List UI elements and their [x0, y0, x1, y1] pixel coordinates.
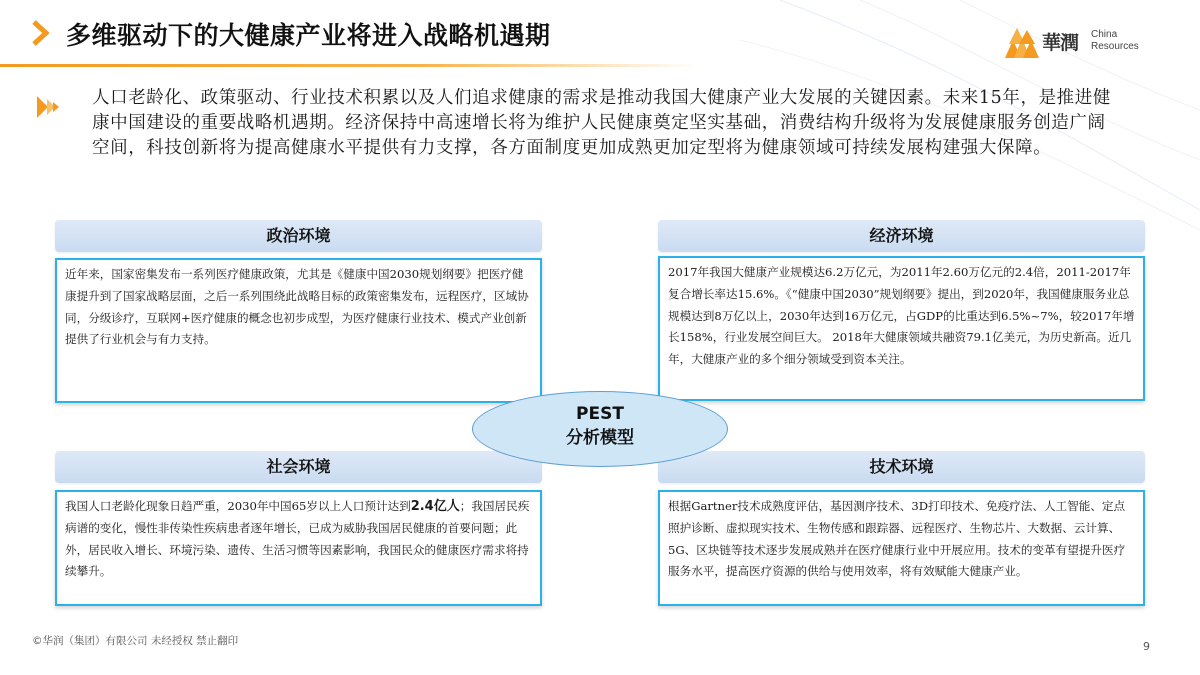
- social-text-highlight: 2.4亿人: [410, 499, 460, 514]
- political-header: 政治环境: [55, 220, 542, 252]
- logo-en-line1: China: [1091, 29, 1118, 40]
- title-underline: [0, 64, 700, 67]
- page-number: 9: [1143, 640, 1150, 653]
- pest-model-label: 分析模型: [566, 428, 634, 448]
- economic-header: 经济环境: [658, 220, 1145, 252]
- double-chevron-icon: [37, 96, 61, 118]
- logo-mark-icon: [1005, 28, 1039, 58]
- social-text-after: ；我国居民疾病谱的变化，慢性非传染性疾病患者逐年增长，已成为威胁我国居民健康的首要问题；此外，居民收入增长、环境污染、遗传、生活习惯等因素影响，我国民众的健康医疗需求将持续攀升。: [65, 499, 530, 579]
- political-body: 近年来，国家密集发布一系列医疗健康政策，尤其是《健康中国2030规划纲要》把医疗健康提升到了国家战略层面，之后一系列围绕此战略目标的政策密集发布，远程医疗，区域协同，分级诊疗，互联网+医疗健康的概念也初步成型，为医疗健康行业技术、模式产业创新提供了行业机会与有力支持。: [55, 258, 542, 403]
- chevron-right-icon: [30, 18, 52, 48]
- pest-label: PEST: [576, 404, 624, 424]
- copyright-footer: ©华润（集团）有限公司 未经授权 禁止翻印: [32, 635, 239, 647]
- page-title: 多维驱动下的大健康产业将进入战略机遇期: [66, 21, 551, 50]
- economic-body: 2017年我国大健康产业规模达6.2万亿元，为2011年2.60万亿元的2.4倍，2011-2017年复合增长率达15.6%。《“健康中国2030”规划纲要》提出，到2020年，我国健康服务业总规模达到8万亿以上，2030年达到16万亿元，占GDP的比重达到6.5%~7%，较2017年增长158%，行业发展空间巨大。 2018年大健康领域共融资79.1亿美元，为历史新高。近几年，大健康产业的多个细分领域受到资本关注。: [658, 256, 1145, 401]
- social-text-before: 我国人口老龄化现象日趋严重，2030年中国65岁以上人口预计达到: [65, 499, 411, 513]
- social-body: [55, 490, 542, 606]
- intro-paragraph: 人口老龄化、政策驱动、行业技术积累以及人们追求健康的需求是推动我国大健康产业大发展的关键因素。未来15年，是推进健康中国建设的重要战略机遇期。经济保持中高速增长将为维护人民健康奠定坚实基础，消费结构升级将为发展健康服务创造广阔空间，科技创新将为提高健康水平提供有力支撑，各方面制度更加成熟更加定型将为健康领域可持续发展构建强大保障。: [92, 88, 1111, 158]
- logo-english-text: [1091, 29, 1139, 53]
- social-header: 社会环境: [55, 451, 542, 483]
- technology-header: 技术环境: [658, 451, 1145, 483]
- pest-model-ellipse: [472, 391, 728, 467]
- technology-body: 根据Gartner技术成熟度评估，基因测序技术、3D打印技术、免疫疗法、人工智能、定点照护诊断、虚拟现实技术、生物传感和跟踪器、远程医疗、生物芯片、大数据、云计算、5G、区块链等技术逐步发展成熟并在医疗健康行业中开展应用。技术的变革有望提升医疗服务水平，提高医疗资源的供给与使用效率，将有效赋能大健康产业。: [658, 490, 1145, 606]
- logo-en-line2: Resources: [1091, 41, 1139, 52]
- company-logo: [1005, 20, 1145, 64]
- logo-chinese-text: 華潤: [1042, 32, 1079, 54]
